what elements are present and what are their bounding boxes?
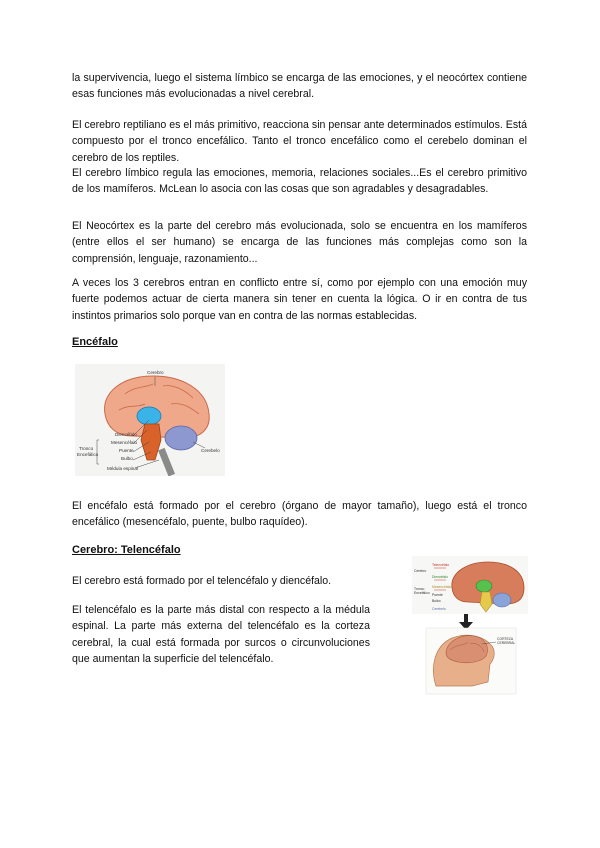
paragraph-cerebro-partes: El cerebro está formado por el telencéfalo y diencéfalo. — [72, 575, 332, 587]
label2-corteza: CORTEZA — [497, 637, 514, 641]
diencephalon-shape — [137, 407, 161, 425]
paragraph-telencefalo: El telencéfalo es la parte más distal con respecto a la médula espinal. La parte más externa del telencéfalo es la corteza cerebral, la cual está formada por surcos o circunvoluciones que aumentan la superficie del telencéfalo. — [72, 604, 370, 666]
label2-telencefalo: Telencéfalo — [432, 563, 450, 567]
label2-bulbo: Bulbo — [432, 599, 441, 603]
cerebellum-shape — [165, 426, 197, 450]
brain-regions-svg — [412, 556, 528, 696]
label2-cerebelo: Cerebelo — [432, 607, 446, 611]
top-cerebellum-shape — [493, 593, 511, 607]
paragraph-neocortex: El Neocórtex es la parte del cerebro más evolucionada, solo se encuentra en los mamíferos (entre ellos el ser humano) se encarga de las funciones más complejas como son la comprensión, lenguaje, razonamiento... — [72, 220, 527, 265]
label-puente: Puente — [119, 448, 134, 453]
brain-regions-figure — [412, 556, 528, 696]
heading-telencefalo: Cerebro: Telencéfalo — [72, 544, 181, 556]
label-tronco: Tronco — [79, 446, 94, 451]
label2-tronco: Tronco — [414, 587, 425, 591]
brain-diagram-svg — [75, 364, 225, 476]
label-diencefalo: Diencéfalo — [115, 432, 137, 437]
label2-mesencefalo: Mesencéfalo — [432, 585, 452, 589]
paragraph-conflict: A veces los 3 cerebros entran en conflicto entre sí, como por ejemplo con una emoción muy fuerte podemos actuar de cierta manera sin tener en cuenta la lógica. O ir en contra de tus instintos primarios solo porque van en contra de las normas establecidas. — [72, 277, 527, 322]
paragraph-limbic-brain: El cerebro límbico regula las emociones, memoria, relaciones sociales...Es el cerebro primitivo de los mamíferos. McLean lo asocia con las cosas que son agradables y desagradables. — [72, 167, 527, 196]
arrow-shaft — [464, 614, 468, 622]
label2-encefalico: Encefálico — [414, 591, 430, 595]
heading-encefalo: Encéfalo — [72, 336, 118, 348]
label-encefalico: Encefálico — [77, 452, 99, 457]
paragraph-intro-continued: la supervivencia, luego el sistema límbico se encarga de las emociones, y el neocórtex contiene esas funciones más evolucionadas a nivel cerebral. — [72, 72, 527, 101]
paragraph-reptilian-brain: El cerebro reptiliano es el más primitivo, reacciona sin pensar ante determinados estímulos. Está compuesto por el tronco encefálico. Tanto el tronco encefálico como el cerebelo dominan el cerebro de los reptiles. — [72, 119, 527, 164]
label2-cerebro: Cerebro — [414, 569, 427, 573]
label-cerebelo: Cerebelo — [201, 448, 220, 453]
label2-puente: Puente — [432, 593, 443, 597]
label2-diencefalo: Diencéfalo — [432, 575, 449, 579]
label2-cerebral: CEREBRAL — [497, 641, 516, 645]
label-cerebro: Cerebro — [147, 370, 164, 375]
label-bulbo: Bulbo — [121, 456, 133, 461]
paragraph-encefalo: El encéfalo está formado por el cerebro (órgano de mayor tamaño), luego está el tronco encefálico (mesencéfalo, puente, bulbo raquídeo). — [72, 500, 527, 529]
top-diencephalon-shape — [476, 580, 492, 592]
label-mesencefalo: Mesencéfalo — [111, 440, 138, 445]
brain-diagram-figure — [75, 364, 225, 476]
label-medula: Médula espinal — [107, 466, 138, 471]
